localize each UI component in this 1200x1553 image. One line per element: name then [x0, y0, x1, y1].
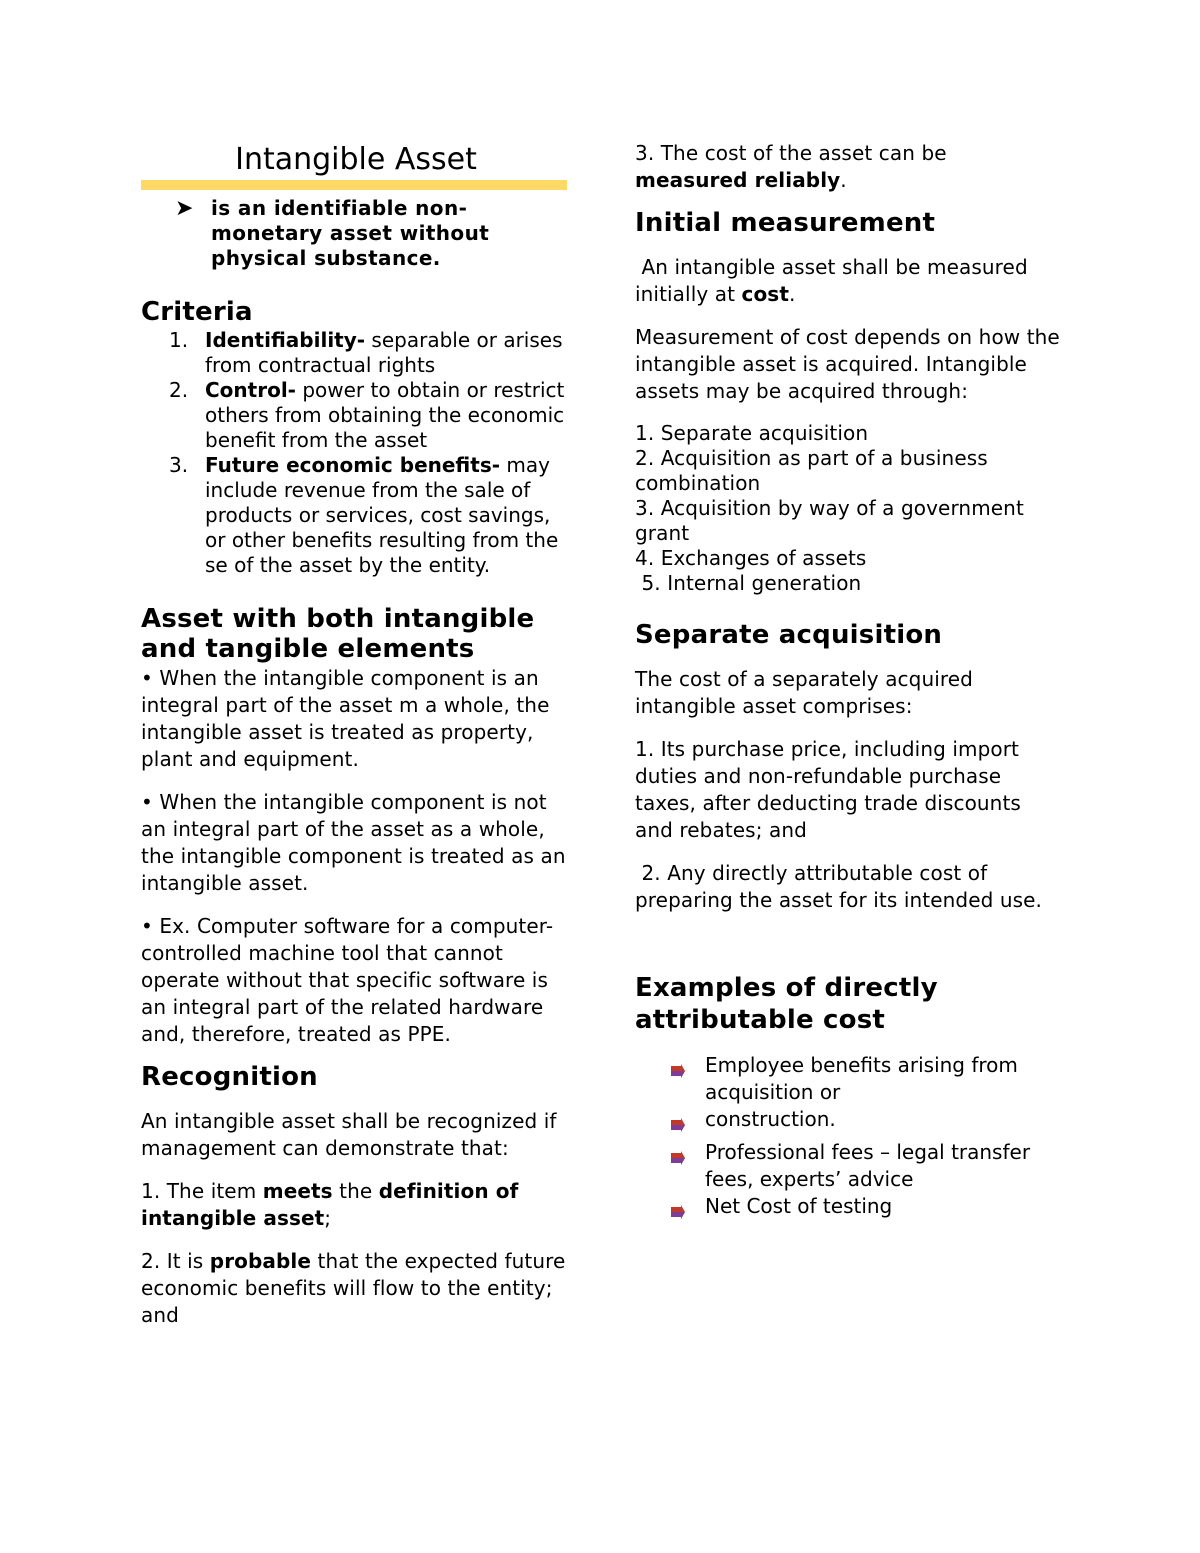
- list-item: 4. Exchanges of assets: [635, 546, 867, 570]
- list-item: 5. Internal generation: [635, 571, 862, 595]
- text-run: An intangible asset shall be measured initially at: [635, 255, 1035, 306]
- recognition-item-3: [635, 140, 1065, 194]
- definition-text: is an identifiable non-monetary asset without physical substance.: [211, 196, 490, 270]
- paragraph: • Ex. Computer software for a computer-controlled machine tool that cannot operate without that specific software is an integral part of the related hardware and, therefore, treated as PPE.: [141, 914, 554, 1046]
- item-text: Professional fees – legal transfer fees, experts’ advice: [705, 1140, 1031, 1191]
- arrow-down-bullet-icon: [635, 1139, 705, 1193]
- text-run: 2. It is: [141, 1249, 210, 1273]
- list-item: 1. Separate acquisition: [635, 421, 869, 445]
- paragraph: The cost of a separately acquired intangible asset comprises:: [635, 667, 973, 718]
- arrow-down-bullet-icon: [635, 1106, 705, 1139]
- definition-item: [141, 196, 571, 271]
- both-elements-heading: Asset with both intangible and tangible elements: [141, 604, 535, 664]
- arrow-down-bullet-icon: [635, 1193, 705, 1226]
- left-column: [141, 140, 571, 1329]
- paragraph: Measurement of cost depends on how the intangible asset is acquired. Intangible assets may be acquired through:: [635, 325, 1060, 403]
- list-item: [635, 1052, 1065, 1106]
- text-run: .: [840, 168, 847, 192]
- list-item: 3. Acquisition by way of a government grant: [635, 496, 1024, 545]
- text-run: .: [788, 282, 796, 306]
- item-number: 2.: [169, 378, 189, 402]
- arrow-down-bullet-icon: [635, 1052, 705, 1106]
- paragraph: 1. Its purchase price, including import duties and non-refundable purchase taxes, after deducting trade discounts and rebates; and: [635, 737, 1021, 842]
- item-number: 3.: [169, 453, 189, 477]
- text-run: 1. The item: [141, 1179, 263, 1203]
- text-run: the: [332, 1179, 379, 1203]
- recognition-item-2: [141, 1248, 571, 1329]
- item-text: [205, 328, 571, 378]
- paragraph: [635, 254, 1065, 308]
- list-item: [141, 328, 571, 378]
- paragraph: • When the intangible component is an integral part of the asset m a whole, the intangible asset is treated as property, plant and equipment.: [141, 666, 550, 771]
- list-item: [141, 378, 571, 453]
- item-number: 1.: [169, 328, 189, 352]
- examples-list: [635, 1052, 1065, 1226]
- item-text: [205, 378, 571, 453]
- item-text: construction.: [705, 1107, 836, 1131]
- list-item: [635, 1139, 1065, 1193]
- paragraph: 2. Any directly attributable cost of preparing the asset for its intended use.: [635, 861, 1043, 912]
- text-run-bold: probable: [209, 1249, 312, 1273]
- recognition-item-1: [141, 1178, 571, 1232]
- criteria-heading: Criteria: [141, 297, 253, 327]
- list-item: [635, 1106, 1065, 1139]
- item-term: Future economic benefits-: [205, 453, 501, 477]
- item-text: Employee benefits arising from acquisition or: [705, 1053, 1018, 1104]
- list-item: [141, 453, 571, 578]
- list-item: 2. Acquisition as part of a business combination: [635, 446, 988, 495]
- list-item: [635, 1193, 1065, 1226]
- item-term: Identifiability-: [205, 328, 366, 352]
- text-run-bold: cost: [741, 282, 789, 306]
- text-run: that the expected future economic benefits will flow to the entity; and: [141, 1249, 566, 1327]
- paragraph: An intangible asset shall be recognized if management can demonstrate that:: [141, 1109, 557, 1160]
- separate-acquisition-heading: Separate acquisition: [635, 620, 943, 650]
- item-desc: power to obtain or restrict others from obtaining the economic benefit from the asset: [205, 378, 565, 452]
- text-run: ;: [324, 1206, 332, 1230]
- item-desc: may include revenue from the sale of products or services, cost savings, or other benefits resulting from the se of the asset by the entity.: [205, 453, 559, 577]
- text-run: 3. The cost of the asset can be: [635, 141, 947, 165]
- criteria-list: [141, 328, 571, 578]
- title-underline: [141, 180, 567, 190]
- document-title: Intangible Asset: [235, 142, 477, 177]
- item-text: Net Cost of testing: [705, 1194, 893, 1218]
- recognition-heading: Recognition: [141, 1062, 318, 1092]
- item-text: [205, 453, 571, 578]
- item-desc: separable or arises from contractual rights: [205, 328, 563, 377]
- item-term: Control-: [205, 378, 296, 402]
- initial-measurement-heading: Initial measurement: [635, 208, 936, 238]
- text-run-bold: measured reliably: [635, 168, 841, 192]
- text-run-bold: definition of intangible asset: [141, 1179, 519, 1230]
- text-run-bold: meets: [262, 1179, 333, 1203]
- acquisition-methods-list: [635, 421, 1065, 596]
- right-column: [635, 140, 1065, 1226]
- examples-heading: Examples of directly attributable cost: [635, 973, 938, 1035]
- arrow-bullet-icon: ➤: [175, 196, 194, 221]
- paragraph: • When the intangible component is not an integral part of the asset as a whole, the intangible component is treated as an intangible asset.: [141, 790, 566, 895]
